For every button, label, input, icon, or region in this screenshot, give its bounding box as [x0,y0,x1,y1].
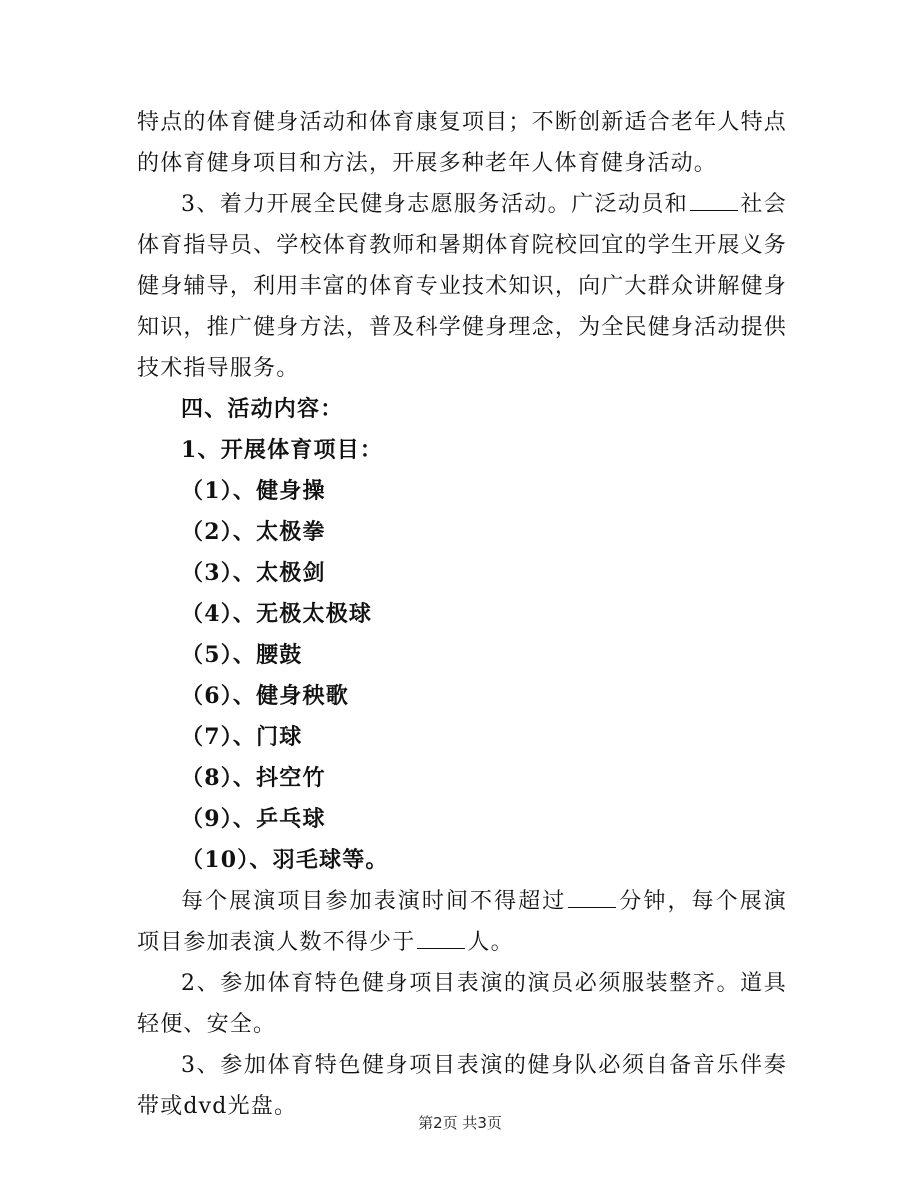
list-item: （10）、羽毛球等。 [181,847,389,873]
paragraph-fitness-projects: 特点的体育健身活动和体育康复项目；不断创新适合老年人特点的体育健身项目和方法，开展多种老年人体育健身活动。 [137,110,787,176]
page-footer [0,1112,920,1133]
paragraph-volunteer-service-rest: 社会体育指导员、学校体育教师和暑期体育院校回宜的学生开展义务健身辅导，利用丰富的体育专业技术知识，向广大群众讲解健身知识，推广健身方法，普及科学健身理念，为全民健身活动提供技术指导服务。 [137,192,787,381]
fill-blank [690,192,738,211]
paragraph-performance-time [137,881,787,963]
fill-blank [568,889,616,908]
sports-item-list [137,471,787,881]
list-item: （6）、健身秧歌 [181,683,349,709]
performance-time-start: 每个展演项目参加表演时间不得超过 [181,889,567,914]
paragraph-costume-requirement: 2、参加体育特色健身项目表演的演员必须服装整齐。道具轻便、安全。 [137,971,787,1037]
subheading-sports-projects: 1、开展体育项目： [181,437,384,463]
document-body [137,102,787,1127]
list-item: （5）、腰鼓 [181,642,303,668]
performance-time-end: 人。 [467,930,514,955]
paragraph-volunteer-service [137,184,787,389]
list-item: （9）、乒乓球 [181,806,326,832]
list-item: （3）、太极剑 [181,560,326,586]
page-number: 第2页 共3页 [418,1114,502,1132]
list-item: （2）、太极拳 [181,519,326,545]
fill-blank [417,930,465,949]
paragraph-music-requirement: 3、参加体育特色健身项目表演的健身队必须自备音乐伴奏带或dvd光盘。 [137,1053,787,1119]
list-item: （7）、门球 [181,724,303,750]
performance-time-middle: 分钟，每个展演项目参加表演人数不得少于 [137,889,787,955]
section-heading-activity-content: 四、活动内容： [181,396,344,422]
list-item: （1）、健身操 [181,478,326,504]
paragraph-volunteer-service-start: 3、着力开展全民健身志愿服务活动。广泛动员和 [181,192,689,217]
list-item: （8）、抖空竹 [181,765,326,791]
list-item: （4）、无极太极球 [181,601,373,627]
